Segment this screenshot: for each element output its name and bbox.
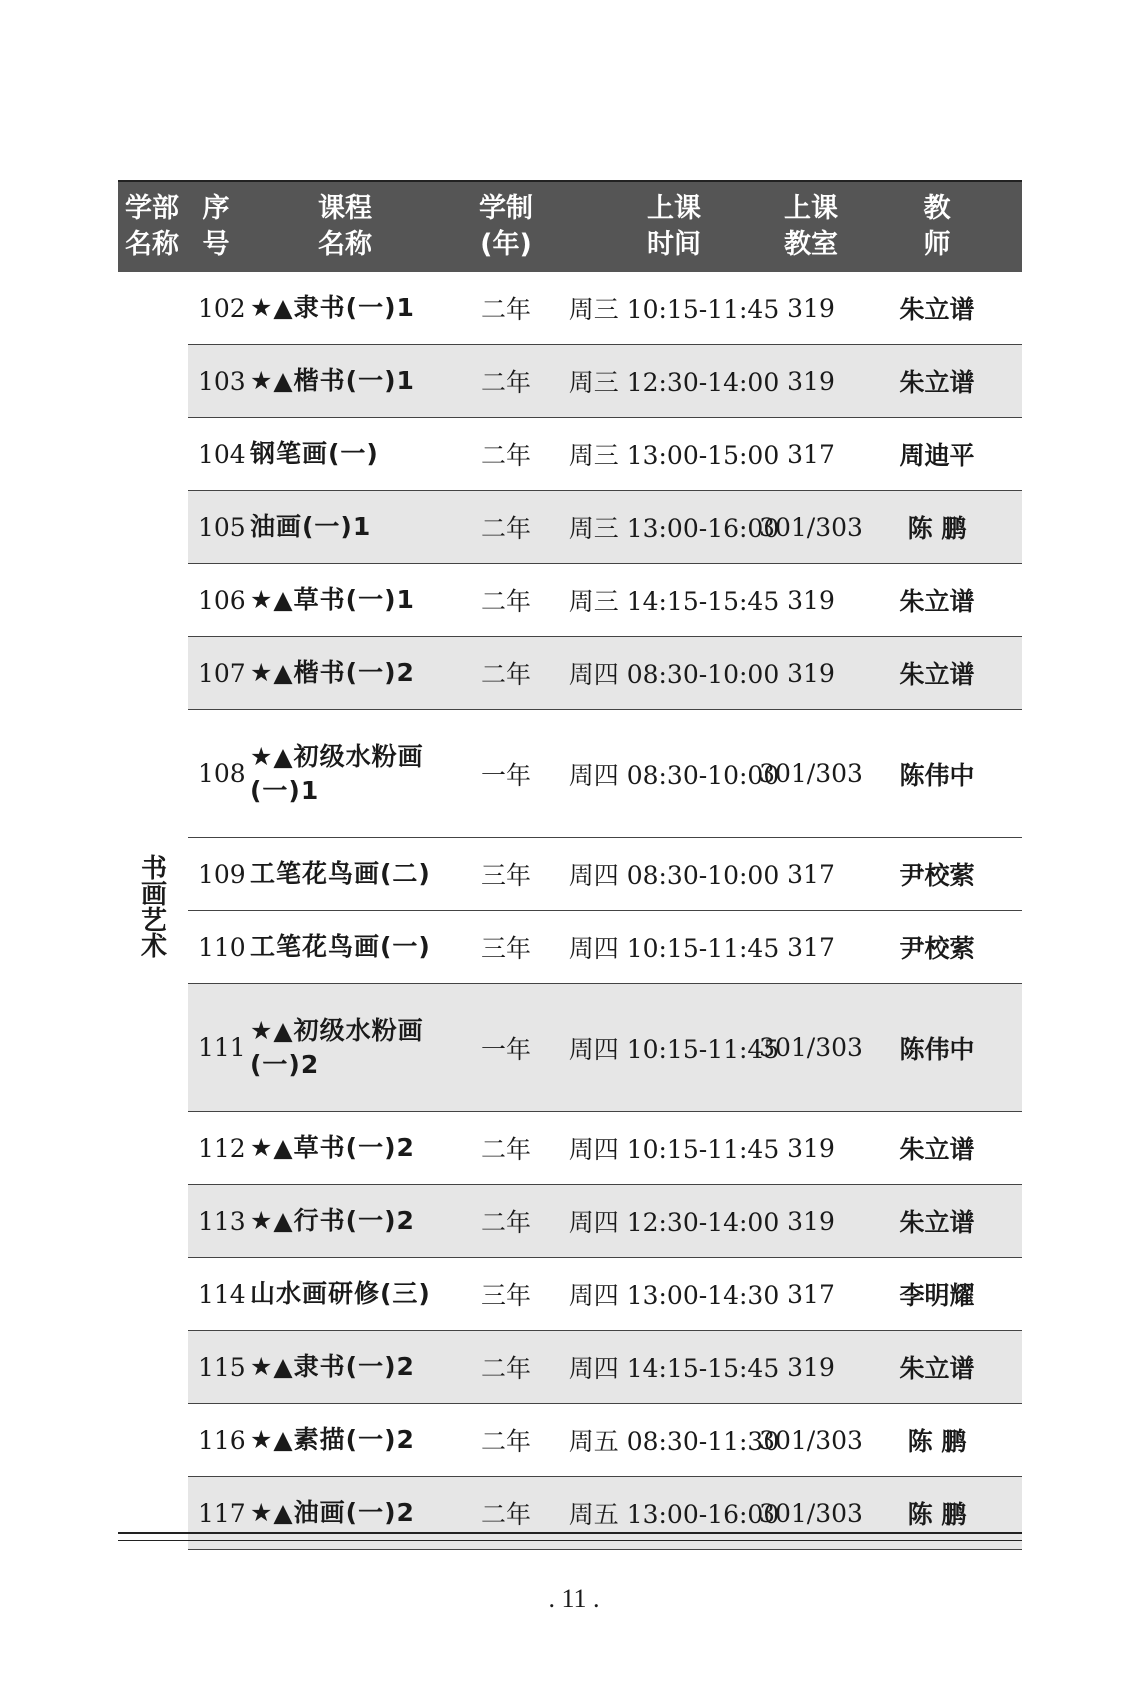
course-years: [466, 1331, 546, 1403]
course-years: [466, 564, 546, 636]
course-room-text: 319: [787, 1206, 835, 1236]
course-room: [766, 1185, 856, 1257]
course-time: [564, 1112, 784, 1184]
course-time: [564, 1258, 784, 1330]
course-name-text: ★▲草书(一)1: [250, 585, 415, 614]
course-rows: [188, 272, 1022, 1550]
course-no: [198, 710, 254, 837]
header-time: [564, 182, 784, 272]
course-room: [759, 1404, 863, 1476]
course-no-text: 108: [198, 759, 246, 788]
header-dept: [118, 182, 186, 272]
course-name: [250, 1404, 480, 1476]
header-teacher: [858, 182, 1016, 272]
course-years-text: 一年: [480, 1034, 531, 1064]
header-course-line2: 名称: [318, 229, 372, 260]
course-teacher-text: 朱立谱: [899, 1354, 975, 1383]
course-time-text: 周四 08:30-10:00: [568, 660, 780, 689]
course-years: [466, 911, 546, 983]
course-years-text: 二年: [480, 1427, 531, 1456]
header-dept-line1: 学部: [125, 193, 179, 224]
course-time-text: 周四 08:30-10:00: [568, 760, 780, 790]
course-room: [766, 345, 856, 417]
table-row: [188, 637, 1022, 710]
course-years-text: 三年: [480, 934, 531, 963]
course-time-text: 周四 10:15-11:45: [568, 1135, 780, 1164]
header-course-line1: 课程: [318, 193, 372, 224]
header-room-line2: 教室: [784, 229, 838, 260]
course-time-text: 周五 13:00-16:00: [568, 1500, 780, 1529]
course-name-text: 山水画研修(三): [250, 1279, 431, 1308]
course-years: [466, 345, 546, 417]
course-years-text: 二年: [480, 1354, 531, 1383]
course-time: [564, 1185, 784, 1257]
course-teacher-text: 朱立谱: [899, 660, 975, 689]
course-name: [250, 1185, 480, 1257]
course-teacher-text: 朱立谱: [899, 295, 975, 324]
course-room-text: 317: [787, 932, 835, 962]
course-time: [564, 838, 784, 910]
course-time: [564, 418, 784, 490]
course-years: [466, 491, 546, 563]
course-time: [564, 710, 784, 837]
course-room: [759, 491, 863, 563]
course-no: [198, 637, 254, 709]
course-no: [198, 418, 254, 490]
course-teacher: [858, 345, 1016, 417]
course-teacher-text: 陈伟中: [899, 760, 975, 790]
course-name: [250, 491, 480, 563]
course-no: [198, 1112, 254, 1184]
course-room: [766, 1331, 856, 1403]
course-years: [466, 1258, 546, 1330]
course-teacher: [858, 1112, 1016, 1184]
course-years-text: 二年: [480, 1135, 531, 1164]
course-time: [564, 1404, 784, 1476]
course-name-text: 工笔花鸟画(一): [250, 932, 431, 961]
course-name-text: ★▲素描(一)2: [250, 1425, 415, 1454]
course-teacher: [858, 418, 1016, 490]
course-years-text: 三年: [480, 1281, 531, 1310]
course-room: [766, 564, 856, 636]
course-teacher-text: 朱立谱: [899, 368, 975, 397]
course-name-text: ★▲油画(一)2: [250, 1498, 415, 1527]
header-teacher-line1: 教: [923, 193, 951, 224]
course-years: [466, 838, 546, 910]
course-time-text: 周四 10:15-11:45: [568, 1034, 780, 1064]
header-time-line1: 上课: [647, 193, 701, 224]
course-name-text: ★▲行书(一)2: [250, 1206, 415, 1235]
course-years-text: 二年: [480, 1500, 531, 1529]
course-no: [198, 1258, 254, 1330]
course-no: [198, 272, 254, 344]
course-no-text: 116: [198, 1425, 246, 1455]
department-cell: [118, 272, 186, 1540]
course-name-text: ★▲隶书(一)2: [250, 1352, 415, 1381]
course-table: [118, 180, 1022, 1540]
course-no-text: 104: [198, 439, 246, 469]
course-teacher: [858, 1185, 1016, 1257]
course-years: [466, 1112, 546, 1184]
course-room: [766, 418, 856, 490]
course-room: [759, 984, 863, 1111]
course-room-text: 319: [787, 1133, 835, 1163]
course-teacher-text: 尹校萦: [899, 861, 975, 890]
header-no-line1: 序: [202, 193, 230, 224]
course-teacher: [858, 637, 1016, 709]
course-name-text: 油画(一)1: [250, 512, 372, 541]
course-room-text: 317: [787, 859, 835, 889]
course-no-text: 109: [198, 859, 246, 889]
course-no-text: 107: [198, 658, 246, 688]
course-name-text: ★▲隶书(一)1: [250, 293, 415, 322]
course-no: [198, 1331, 254, 1403]
course-name: [250, 1331, 480, 1403]
course-no-text: 110: [198, 932, 246, 962]
course-years-text: 二年: [480, 660, 531, 689]
course-room: [759, 710, 863, 837]
course-teacher: [858, 1331, 1016, 1403]
course-years-text: 二年: [480, 295, 531, 324]
department-name: 书画艺术: [136, 854, 167, 958]
course-time-text: 周四 08:30-10:00: [568, 861, 780, 890]
course-no-text: 114: [198, 1279, 246, 1309]
header-room: [766, 182, 856, 272]
course-years: [466, 418, 546, 490]
course-teacher: [858, 1404, 1016, 1476]
table-row: [188, 911, 1022, 984]
course-time-text: 周四 10:15-11:45: [568, 934, 780, 963]
course-time: [564, 272, 784, 344]
course-time: [564, 491, 784, 563]
table-row: [188, 1404, 1022, 1477]
course-time-text: 周四 13:00-14:30: [568, 1281, 780, 1310]
course-room-text: 319: [787, 366, 835, 396]
course-teacher: [858, 272, 1016, 344]
course-teacher-text: 尹校萦: [899, 934, 975, 963]
course-name: [250, 1258, 480, 1330]
course-no: [198, 491, 254, 563]
course-teacher: [858, 984, 1016, 1111]
course-room-text: 301/303: [759, 512, 863, 542]
header-no: [188, 182, 244, 272]
table-row: [188, 984, 1022, 1112]
table-row: [188, 272, 1022, 345]
header-years-line1: 学制: [479, 193, 533, 224]
course-no-text: 117: [198, 1498, 246, 1528]
course-no-text: 112: [198, 1133, 246, 1163]
table-body: [118, 272, 1022, 1540]
table-row: [188, 1258, 1022, 1331]
course-no: [198, 1185, 254, 1257]
course-years-text: 三年: [480, 861, 531, 890]
course-teacher-text: 朱立谱: [899, 1135, 975, 1164]
course-years: [466, 1185, 546, 1257]
header-time-line2: 时间: [647, 229, 701, 260]
course-name: [250, 710, 480, 837]
course-name: [250, 984, 480, 1111]
course-teacher: [858, 1258, 1016, 1330]
course-room-text: 301/303: [759, 1425, 863, 1455]
course-years-text: 二年: [480, 368, 531, 397]
course-time: [564, 984, 784, 1111]
course-name: [250, 564, 480, 636]
course-room: [766, 838, 856, 910]
header-course: [250, 182, 440, 272]
course-no-text: 103: [198, 366, 246, 396]
header-years-line2: (年): [480, 229, 532, 260]
course-room-text: 319: [787, 658, 835, 688]
course-years: [466, 272, 546, 344]
course-no-text: 105: [198, 512, 246, 542]
table-row: [188, 838, 1022, 911]
course-teacher: [858, 491, 1016, 563]
course-teacher: [858, 838, 1016, 910]
course-time-text: 周三 14:15-15:45: [568, 587, 780, 616]
course-name: [250, 637, 480, 709]
course-name-text: 钢笔画(一): [250, 439, 379, 468]
course-name-text: ★▲楷书(一)1: [250, 366, 415, 395]
course-name-text: ★▲初级水粉画(一)2: [250, 1015, 424, 1079]
course-time-text: 周四 14:15-15:45: [568, 1354, 780, 1383]
table-row: [188, 1185, 1022, 1258]
course-no: [198, 838, 254, 910]
course-time-text: 周三 13:00-16:00: [568, 514, 780, 543]
course-time: [564, 345, 784, 417]
course-years-text: 二年: [480, 587, 531, 616]
course-time-text: 周三 10:15-11:45: [568, 295, 780, 324]
header-dept-line2: 名称: [125, 229, 179, 260]
course-time: [564, 1331, 784, 1403]
table-row: [188, 491, 1022, 564]
course-teacher-text: 陈伟中: [899, 1034, 975, 1064]
course-name: [250, 418, 480, 490]
course-room: [766, 272, 856, 344]
course-teacher-text: 周迪平: [899, 441, 975, 470]
course-room: [766, 637, 856, 709]
course-room-text: 319: [787, 1352, 835, 1382]
course-room: [766, 1258, 856, 1330]
course-years: [466, 637, 546, 709]
course-room-text: 301/303: [759, 1498, 863, 1528]
course-teacher: [858, 710, 1016, 837]
course-no-text: 113: [198, 1206, 246, 1236]
course-no: [198, 984, 254, 1111]
course-teacher-text: 陈 鹏: [907, 514, 967, 543]
course-time: [564, 637, 784, 709]
course-name: [250, 1112, 480, 1184]
course-no: [198, 345, 254, 417]
course-name: [250, 345, 480, 417]
header-room-line1: 上课: [784, 193, 838, 224]
course-years-text: 一年: [480, 760, 531, 790]
footer-rule: [118, 1532, 1022, 1541]
course-teacher-text: 朱立谱: [899, 1208, 975, 1237]
course-room-text: 301/303: [759, 759, 863, 788]
course-years-text: 二年: [480, 1208, 531, 1237]
course-no-text: 115: [198, 1352, 246, 1382]
course-room-text: 301/303: [759, 1033, 863, 1062]
course-time-text: 周三 12:30-14:00: [568, 368, 780, 397]
course-room-text: 319: [787, 585, 835, 615]
course-name-text: ★▲草书(一)2: [250, 1133, 415, 1162]
table-row: [188, 418, 1022, 491]
table-row: [188, 1112, 1022, 1185]
course-name: [250, 911, 480, 983]
course-room-text: 319: [787, 293, 835, 323]
header-years: [466, 182, 546, 272]
course-name-text: ★▲初级水粉画(一)1: [250, 741, 424, 805]
table-row: [188, 1331, 1022, 1404]
course-room: [766, 1112, 856, 1184]
course-no: [198, 564, 254, 636]
table-row: [188, 345, 1022, 418]
course-teacher-text: 陈 鹏: [907, 1427, 967, 1456]
course-name: [250, 272, 480, 344]
table-row: [188, 710, 1022, 838]
course-no: [198, 911, 254, 983]
table-header: [118, 180, 1022, 272]
course-time: [564, 911, 784, 983]
course-teacher-text: 朱立谱: [899, 587, 975, 616]
course-years-text: 二年: [480, 514, 531, 543]
header-teacher-line2: 师: [923, 229, 951, 260]
course-teacher-text: 陈 鹏: [907, 1500, 967, 1529]
course-teacher: [858, 911, 1016, 983]
course-teacher: [858, 564, 1016, 636]
course-no-text: 106: [198, 585, 246, 615]
course-time-text: 周四 12:30-14:00: [568, 1208, 780, 1237]
header-no-line2: 号: [202, 229, 230, 260]
course-room-text: 317: [787, 1279, 835, 1309]
course-time-text: 周三 13:00-15:00: [568, 441, 780, 470]
course-no-text: 102: [198, 293, 246, 323]
course-no-text: 111: [198, 1033, 246, 1062]
course-years: [466, 710, 546, 837]
course-years-text: 二年: [480, 441, 531, 470]
course-name-text: ★▲楷书(一)2: [250, 658, 415, 687]
course-teacher-text: 李明耀: [899, 1281, 975, 1310]
course-name: [250, 838, 480, 910]
course-time-text: 周五 08:30-11:30: [568, 1427, 780, 1456]
course-years: [466, 984, 546, 1111]
course-room: [766, 911, 856, 983]
course-name-text: 工笔花鸟画(二): [250, 859, 431, 888]
course-time: [564, 564, 784, 636]
page-number: . 11 .: [548, 1584, 600, 1613]
course-years: [466, 1404, 546, 1476]
table-row: [188, 564, 1022, 637]
course-room-text: 317: [787, 439, 835, 469]
course-no: [198, 1404, 254, 1476]
